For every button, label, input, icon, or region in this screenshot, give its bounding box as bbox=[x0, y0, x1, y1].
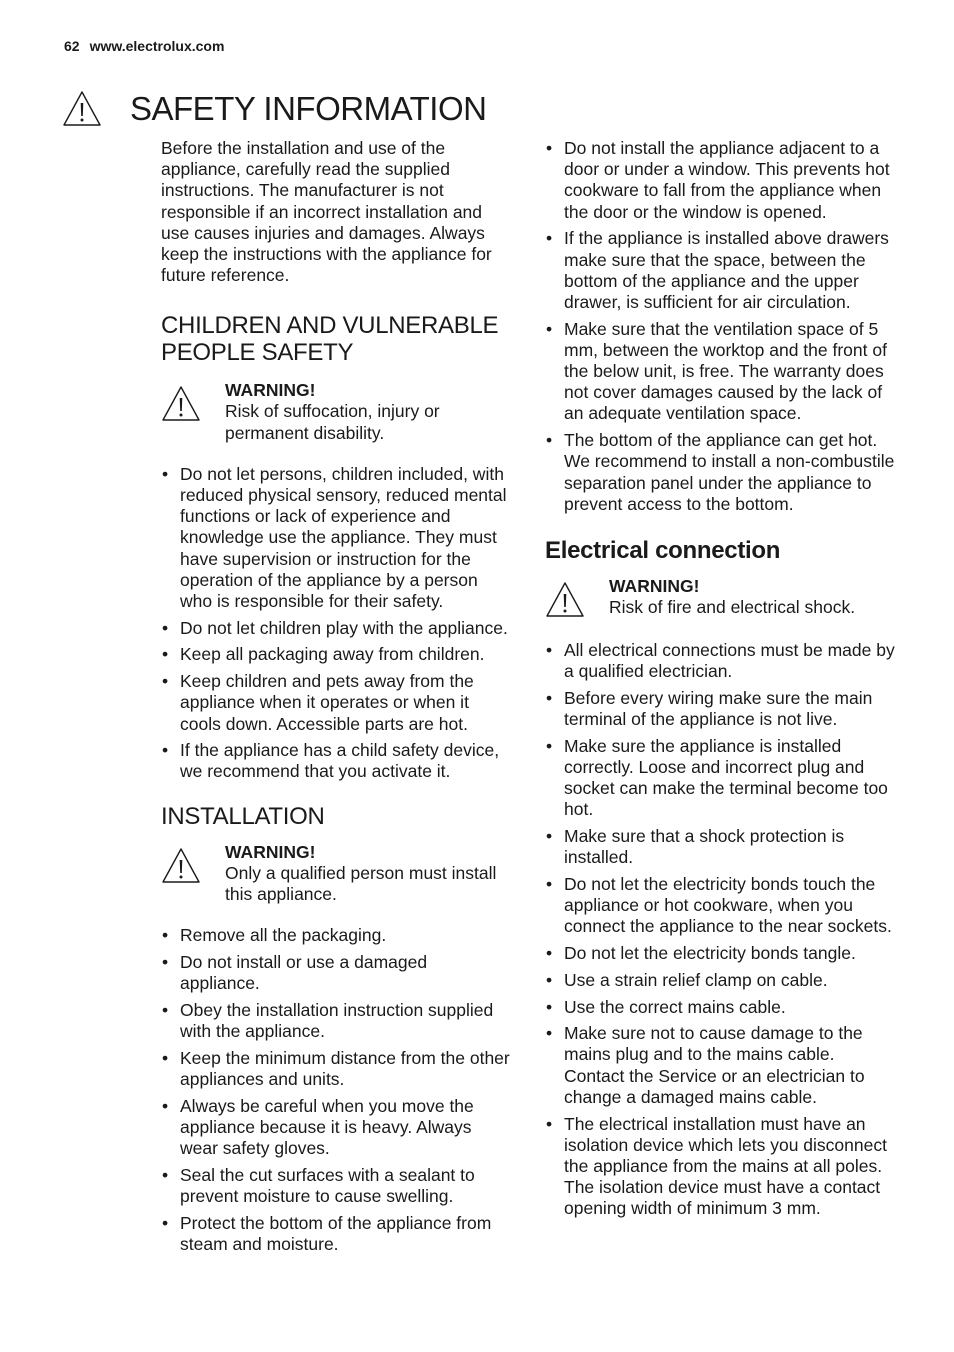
list-item: • All electrical connections must be made by a qualified electrician. bbox=[545, 640, 895, 682]
electrical-list bbox=[545, 640, 895, 1220]
installation-list-continued bbox=[545, 138, 895, 515]
children-safety-list bbox=[161, 464, 511, 783]
list-item: • Do not install or use a damaged appliance. bbox=[161, 952, 511, 994]
warning-text: Risk of fire and electrical shock. bbox=[609, 596, 856, 617]
list-item: • Remove all the packaging. bbox=[161, 925, 511, 946]
list-item: • Always be careful when you move the appliance because it is heavy. Always wear safety gloves. bbox=[161, 1096, 511, 1160]
page-header bbox=[64, 38, 224, 54]
warning-text: Risk of suffocation, injury or permanent disability. bbox=[225, 401, 440, 443]
list-item: • If the appliance is installed above drawers make sure that the space, between the bottom of the appliance and the upper drawer, is sufficient for air circulation. bbox=[545, 228, 895, 313]
list-item: • Do not install the appliance adjacent to a door or under a window. This prevents hot cookware to fall from the appliance when the door or the window is opened. bbox=[545, 138, 895, 223]
list-item: • Keep the minimum distance from the other appliances and units. bbox=[161, 1048, 511, 1090]
children-warning bbox=[161, 380, 511, 443]
list-item: • Do not let persons, children included, with reduced physical sensory, reduced mental functions or lack of experience and knowledge use the appliance. They must have supervision or instruction for the operation of the appliance by a person who is responsible for their safety. bbox=[161, 464, 511, 612]
left-column bbox=[161, 138, 511, 1260]
list-item: • Keep children and pets away from the appliance when it operates or when it cools down. Accessible parts are hot. bbox=[161, 671, 511, 735]
warning-title: WARNING! bbox=[225, 841, 316, 862]
installation-heading: INSTALLATION bbox=[161, 802, 325, 830]
list-item: • The electrical installation must have an isolation device which lets you disconnect the appliance from the mains at all poles. The isolation device must have a contact opening width of minimum 3 mm. bbox=[545, 1114, 895, 1220]
warning-title: WARNING! bbox=[609, 575, 700, 596]
list-item: • Seal the cut surfaces with a sealant to prevent moisture to cause swelling. bbox=[161, 1165, 511, 1207]
list-item: • Make sure not to cause damage to the mains plug and to the mains cable. Contact the Service or an electrician to change a damaged mains cable. bbox=[545, 1023, 895, 1108]
list-item: • Do not let the electricity bonds tangle. bbox=[545, 943, 895, 964]
page-title: SAFETY INFORMATION bbox=[130, 90, 487, 128]
children-safety-heading: CHILDREN AND VULNERABLE PEOPLE SAFETY bbox=[161, 312, 499, 367]
page-number: 62 bbox=[64, 38, 80, 54]
warning-triangle-icon bbox=[161, 846, 201, 886]
list-item: • Keep all packaging away from children. bbox=[161, 644, 511, 665]
installation-list bbox=[161, 925, 511, 1255]
warning-triangle-icon bbox=[161, 384, 201, 424]
website-link[interactable]: www.electrolux.com bbox=[89, 38, 225, 54]
right-column bbox=[545, 138, 895, 1225]
list-item: • Protect the bottom of the appliance from steam and moisture. bbox=[161, 1213, 511, 1255]
list-item: • Make sure the appliance is installed correctly. Loose and incorrect plug and socket can make the terminal become too hot. bbox=[545, 736, 895, 821]
list-item: • Use a strain relief clamp on cable. bbox=[545, 970, 895, 991]
intro-paragraph: Before the installation and use of the appliance, carefully read the supplied instructions. The manufacturer is not responsible if an incorrect installation and use causes injuries and damages. Always keep the instructions with the appliance for future reference. bbox=[161, 138, 492, 286]
list-item: • Make sure that the ventilation space of 5 mm, between the worktop and the front of the below unit, is free. The warranty does not cover damages caused by the lack of an adequate ventilation space. bbox=[545, 319, 895, 425]
electrical-connection-heading: Electrical connection bbox=[545, 536, 781, 564]
list-item: • If the appliance has a child safety device, we recommend that you activate it. bbox=[161, 740, 511, 782]
list-item: • Obey the installation instruction supplied with the appliance. bbox=[161, 1000, 511, 1042]
warning-triangle-icon bbox=[62, 89, 102, 129]
list-item: • The bottom of the appliance can get hot. We recommend to install a non-combustile separation panel under the appliance to prevent access to the bottom. bbox=[545, 430, 895, 515]
list-item: • Use the correct mains cable. bbox=[545, 997, 895, 1018]
warning-triangle-icon bbox=[545, 580, 585, 620]
warning-title: WARNING! bbox=[225, 380, 316, 401]
warning-text: Only a qualified person must install this appliance. bbox=[225, 862, 497, 904]
list-item: • Do not let the electricity bonds touch the appliance or hot cookware, when you connect the appliance to the near sockets. bbox=[545, 874, 895, 938]
list-item: • Before every wiring make sure the main terminal of the appliance is not live. bbox=[545, 688, 895, 730]
list-item: • Do not let children play with the appliance. bbox=[161, 618, 511, 639]
list-item: • Make sure that a shock protection is installed. bbox=[545, 826, 895, 868]
installation-warning bbox=[161, 842, 511, 905]
electrical-warning bbox=[545, 576, 895, 620]
